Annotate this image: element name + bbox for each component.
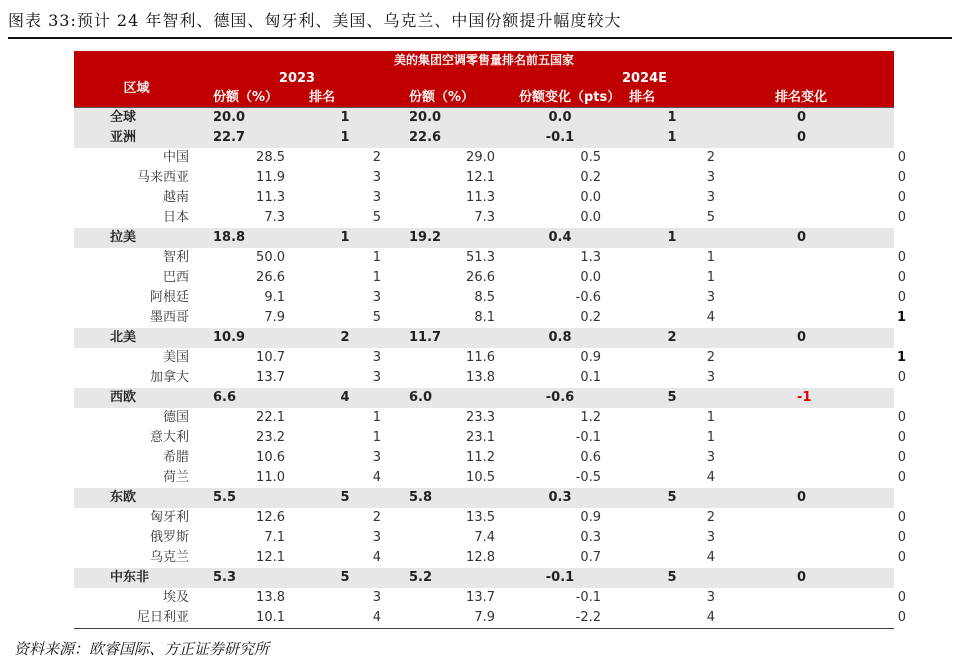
- share-2023-cell: 23.2: [199, 428, 295, 448]
- country-row: [74, 308, 894, 328]
- country-row: [74, 348, 894, 368]
- region-name-cell: 俄罗斯: [74, 528, 199, 548]
- region-name-cell: 日本: [74, 208, 199, 228]
- region-header: 区域: [74, 69, 199, 108]
- share-change-cell: -0.1: [505, 568, 615, 588]
- share-2023-cell: 10.6: [199, 448, 295, 468]
- country-row: [74, 208, 894, 228]
- share-change-cell: 0.1: [505, 368, 615, 388]
- rank-change-header: 排名变化: [729, 88, 894, 108]
- market-share-table: [74, 51, 907, 629]
- share-change-cell: 0.6: [505, 448, 615, 468]
- country-row: [74, 528, 894, 548]
- share-2023-cell: 10.1: [199, 608, 295, 629]
- rank-2023-cell: 5: [295, 308, 395, 328]
- share-2024-cell: 11.3: [395, 188, 505, 208]
- share-2024-cell: 23.1: [395, 428, 505, 448]
- rank-2024-cell: 4: [615, 548, 729, 568]
- region-name-cell: 马来西亚: [74, 168, 199, 188]
- rank-2023-cell: 4: [295, 548, 395, 568]
- rank-2023-cell: 1: [295, 228, 395, 248]
- rank-change-cell: [729, 108, 894, 129]
- share-change-cell: -0.6: [505, 288, 615, 308]
- share-change-cell: 0.0: [505, 108, 615, 129]
- rank-2023-cell: 2: [295, 148, 395, 168]
- rank-change-value: 0: [797, 570, 807, 585]
- rank-change-cell: [729, 408, 907, 428]
- region-name-cell: 智利: [74, 248, 199, 268]
- share-2024-cell: 29.0: [395, 148, 505, 168]
- rank-2024-cell: 5: [615, 208, 729, 228]
- share-2024-cell: 7.4: [395, 528, 505, 548]
- rank-change-value: 0: [897, 190, 907, 205]
- share-2023-cell: 7.9: [199, 308, 295, 328]
- rank-change-cell: [729, 388, 894, 408]
- share-2023-cell: 12.6: [199, 508, 295, 528]
- region-name-cell: 荷兰: [74, 468, 199, 488]
- rank-change-value: 0: [797, 110, 807, 125]
- rank-2023-cell: 3: [295, 168, 395, 188]
- region-name-cell: 阿根廷: [74, 288, 199, 308]
- region-summary-row: [74, 328, 894, 348]
- rank-change-value: 0: [797, 330, 807, 345]
- share-2023-cell: 22.7: [199, 128, 295, 148]
- rank-change-value: -1: [797, 390, 812, 405]
- rank-2024-cell: 2: [615, 148, 729, 168]
- country-row: [74, 608, 894, 629]
- rank-2023-cell: 1: [295, 248, 395, 268]
- region-name-cell: 西欧: [74, 388, 199, 408]
- rank-change-cell: [729, 508, 907, 528]
- rank-2024-cell: 1: [615, 428, 729, 448]
- region-name-cell: 乌克兰: [74, 548, 199, 568]
- rank-2024-cell: 5: [615, 488, 729, 508]
- rank-change-value: 0: [897, 410, 907, 425]
- rank-change-cell: [729, 328, 894, 348]
- region-summary-row: [74, 228, 894, 248]
- rank-change-cell: [729, 548, 907, 568]
- share-2024-cell: 12.8: [395, 548, 505, 568]
- region-name-cell: 美国: [74, 348, 199, 368]
- share-2023-cell: 11.9: [199, 168, 295, 188]
- rank-2024-cell: 4: [615, 468, 729, 488]
- rank-2024-cell: 1: [615, 128, 729, 148]
- rank-change-cell: [729, 468, 907, 488]
- region-summary-row: [74, 108, 894, 129]
- rank-2024-header: 排名: [615, 88, 729, 108]
- share-2023-cell: 12.1: [199, 548, 295, 568]
- region-name-cell: 德国: [74, 408, 199, 428]
- country-row: [74, 548, 894, 568]
- share-change-cell: -0.1: [505, 128, 615, 148]
- rank-change-value: 0: [797, 230, 807, 245]
- share-2024-cell: 20.0: [395, 108, 505, 129]
- share-2024-cell: 11.7: [395, 328, 505, 348]
- rank-change-value: 0: [897, 150, 907, 165]
- country-row: [74, 468, 894, 488]
- share-2024-cell: 23.3: [395, 408, 505, 428]
- region-summary-row: [74, 388, 894, 408]
- table-body: [74, 108, 907, 629]
- rank-2023-cell: 4: [295, 608, 395, 629]
- rank-change-cell: [729, 268, 907, 288]
- rank-2023-cell: 3: [295, 528, 395, 548]
- rank-2024-cell: 5: [615, 388, 729, 408]
- country-row: [74, 148, 894, 168]
- rank-change-value: 0: [897, 450, 907, 465]
- region-name-cell: 加拿大: [74, 368, 199, 388]
- share-change-cell: 0.2: [505, 168, 615, 188]
- share-2024-cell: 10.5: [395, 468, 505, 488]
- rank-change-value: 0: [897, 250, 907, 265]
- figure-title: 图表 33:预计 24 年智利、德国、匈牙利、美国、乌克兰、中国份额提升幅度较大: [8, 8, 952, 39]
- country-row: [74, 248, 894, 268]
- country-row: [74, 448, 894, 468]
- share-2024-cell: 6.0: [395, 388, 505, 408]
- rank-change-value: 0: [897, 530, 907, 545]
- rank-2024-cell: 1: [615, 228, 729, 248]
- region-name-cell: 中东非: [74, 568, 199, 588]
- share-2023-header: 份额（%）: [199, 88, 295, 108]
- share-2023-cell: 22.1: [199, 408, 295, 428]
- share-2024-cell: 11.6: [395, 348, 505, 368]
- share-change-cell: -0.6: [505, 388, 615, 408]
- rank-change-cell: [729, 148, 907, 168]
- country-row: [74, 408, 894, 428]
- share-2024-cell: 13.7: [395, 588, 505, 608]
- rank-2024-cell: 2: [615, 348, 729, 368]
- share-2024-cell: 13.5: [395, 508, 505, 528]
- rank-2024-cell: 5: [615, 568, 729, 588]
- rank-change-cell: [729, 308, 907, 328]
- share-2024-cell: 22.6: [395, 128, 505, 148]
- share-2023-cell: 13.8: [199, 588, 295, 608]
- rank-2024-cell: 1: [615, 248, 729, 268]
- share-change-cell: 0.0: [505, 188, 615, 208]
- region-name-cell: 尼日利亚: [74, 608, 199, 629]
- region-name-cell: 拉美: [74, 228, 199, 248]
- rank-2023-cell: 2: [295, 508, 395, 528]
- rank-change-cell: [729, 368, 907, 388]
- rank-2023-cell: 1: [295, 128, 395, 148]
- rank-change-value: 0: [897, 290, 907, 305]
- share-2023-cell: 13.7: [199, 368, 295, 388]
- region-name-cell: 越南: [74, 188, 199, 208]
- share-2023-cell: 6.6: [199, 388, 295, 408]
- rank-change-cell: [729, 488, 894, 508]
- country-row: [74, 288, 894, 308]
- region-name-cell: 全球: [74, 108, 199, 129]
- table-title: 美的集团空调零售量排名前五国家: [74, 51, 894, 69]
- rank-2023-cell: 3: [295, 188, 395, 208]
- region-name-cell: 北美: [74, 328, 199, 348]
- rank-2024-cell: 1: [615, 268, 729, 288]
- rank-change-cell: [729, 528, 907, 548]
- share-change-cell: 0.9: [505, 508, 615, 528]
- share-2023-cell: 11.3: [199, 188, 295, 208]
- share-2023-cell: 7.3: [199, 208, 295, 228]
- rank-change-value: 0: [897, 170, 907, 185]
- rank-change-value: 0: [897, 430, 907, 445]
- country-row: [74, 368, 894, 388]
- region-name-cell: 匈牙利: [74, 508, 199, 528]
- rank-2024-cell: 4: [615, 608, 729, 629]
- rank-2023-cell: 4: [295, 388, 395, 408]
- share-2023-cell: 10.9: [199, 328, 295, 348]
- country-row: [74, 168, 894, 188]
- share-change-cell: 0.0: [505, 208, 615, 228]
- share-2023-cell: 26.6: [199, 268, 295, 288]
- rank-2023-cell: 3: [295, 588, 395, 608]
- rank-2023-header: 排名: [295, 88, 395, 108]
- rank-2023-cell: 1: [295, 108, 395, 129]
- share-change-cell: 0.9: [505, 348, 615, 368]
- rank-2024-cell: 3: [615, 168, 729, 188]
- rank-2023-cell: 5: [295, 568, 395, 588]
- country-row: [74, 428, 894, 448]
- region-name-cell: 墨西哥: [74, 308, 199, 328]
- share-2023-cell: 5.3: [199, 568, 295, 588]
- rank-change-value: 0: [897, 370, 907, 385]
- share-2023-cell: 18.8: [199, 228, 295, 248]
- share-change-cell: 0.4: [505, 228, 615, 248]
- share-change-header: 份额变化（pts）: [505, 88, 615, 108]
- rank-2024-cell: 3: [615, 448, 729, 468]
- region-summary-row: [74, 488, 894, 508]
- region-summary-row: [74, 128, 894, 148]
- share-2024-cell: 19.2: [395, 228, 505, 248]
- rank-change-value: 0: [897, 470, 907, 485]
- share-2023-cell: 28.5: [199, 148, 295, 168]
- region-name-cell: 意大利: [74, 428, 199, 448]
- rank-change-cell: [729, 348, 907, 368]
- share-change-cell: 0.8: [505, 328, 615, 348]
- share-2023-cell: 5.5: [199, 488, 295, 508]
- year-2023-header: 2023: [199, 69, 395, 88]
- rank-change-value: 0: [897, 610, 907, 625]
- country-row: [74, 588, 894, 608]
- rank-2024-cell: 2: [615, 508, 729, 528]
- share-2024-cell: 8.1: [395, 308, 505, 328]
- rank-2024-cell: 4: [615, 308, 729, 328]
- region-name-cell: 东欧: [74, 488, 199, 508]
- country-row: [74, 188, 894, 208]
- share-2024-cell: 5.2: [395, 568, 505, 588]
- rank-2024-cell: 2: [615, 328, 729, 348]
- share-change-cell: 0.2: [505, 308, 615, 328]
- rank-change-value: 0: [797, 130, 807, 145]
- share-2024-cell: 51.3: [395, 248, 505, 268]
- share-2023-cell: 11.0: [199, 468, 295, 488]
- rank-change-cell: [729, 248, 907, 268]
- share-2023-cell: 50.0: [199, 248, 295, 268]
- share-2023-cell: 7.1: [199, 528, 295, 548]
- rank-change-cell: [729, 128, 894, 148]
- rank-2023-cell: 3: [295, 348, 395, 368]
- rank-2024-cell: 3: [615, 188, 729, 208]
- rank-2024-cell: 1: [615, 408, 729, 428]
- region-name-cell: 亚洲: [74, 128, 199, 148]
- region-name-cell: 巴西: [74, 268, 199, 288]
- rank-2023-cell: 2: [295, 328, 395, 348]
- rank-change-value: 0: [897, 510, 907, 525]
- share-change-cell: 0.5: [505, 148, 615, 168]
- share-change-cell: 1.3: [505, 248, 615, 268]
- share-change-cell: -0.1: [505, 588, 615, 608]
- region-name-cell: 中国: [74, 148, 199, 168]
- share-2024-cell: 7.3: [395, 208, 505, 228]
- region-summary-row: [74, 568, 894, 588]
- rank-change-cell: [729, 588, 907, 608]
- rank-2024-cell: 3: [615, 288, 729, 308]
- share-change-cell: 0.3: [505, 488, 615, 508]
- rank-change-value: 1: [896, 310, 907, 325]
- share-change-cell: 1.2: [505, 408, 615, 428]
- rank-change-cell: [729, 568, 894, 588]
- share-2024-cell: 8.5: [395, 288, 505, 308]
- region-name-cell: 希腊: [74, 448, 199, 468]
- rank-change-value: 0: [797, 490, 807, 505]
- rank-2024-cell: 3: [615, 588, 729, 608]
- country-row: [74, 508, 894, 528]
- share-change-cell: 0.0: [505, 268, 615, 288]
- share-change-cell: -0.5: [505, 468, 615, 488]
- rank-2024-cell: 3: [615, 368, 729, 388]
- share-2024-cell: 7.9: [395, 608, 505, 629]
- share-2023-cell: 20.0: [199, 108, 295, 129]
- rank-change-cell: [729, 608, 907, 629]
- rank-change-value: 0: [897, 210, 907, 225]
- region-name-cell: 埃及: [74, 588, 199, 608]
- share-change-cell: 0.3: [505, 528, 615, 548]
- share-change-cell: -0.1: [505, 428, 615, 448]
- rank-2024-cell: 1: [615, 108, 729, 129]
- rank-2023-cell: 3: [295, 288, 395, 308]
- country-row: [74, 268, 894, 288]
- rank-2023-cell: 1: [295, 428, 395, 448]
- year-2024-header: 2024E: [395, 69, 894, 88]
- share-change-cell: 0.7: [505, 548, 615, 568]
- share-2024-cell: 11.2: [395, 448, 505, 468]
- market-share-table-container: [74, 51, 907, 629]
- source-note: 资料来源：欧睿国际、方正证券研究所: [14, 640, 270, 658]
- rank-2023-cell: 5: [295, 208, 395, 228]
- rank-change-value: 0: [897, 270, 907, 285]
- rank-change-value: 1: [896, 350, 907, 365]
- rank-change-cell: [729, 428, 907, 448]
- share-2024-cell: 13.8: [395, 368, 505, 388]
- share-change-cell: -2.2: [505, 608, 615, 629]
- rank-change-cell: [729, 208, 907, 228]
- rank-2023-cell: 4: [295, 468, 395, 488]
- rank-change-cell: [729, 228, 894, 248]
- rank-2023-cell: 5: [295, 488, 395, 508]
- rank-change-value: 0: [897, 550, 907, 565]
- share-2023-cell: 10.7: [199, 348, 295, 368]
- rank-change-value: 0: [897, 590, 907, 605]
- share-2024-cell: 5.8: [395, 488, 505, 508]
- rank-2024-cell: 3: [615, 528, 729, 548]
- rank-2023-cell: 1: [295, 408, 395, 428]
- rank-2023-cell: 3: [295, 368, 395, 388]
- rank-change-cell: [729, 448, 907, 468]
- share-2024-cell: 26.6: [395, 268, 505, 288]
- share-2024-header: 份额（%）: [395, 88, 505, 108]
- rank-2023-cell: 1: [295, 268, 395, 288]
- rank-change-cell: [729, 188, 907, 208]
- rank-change-cell: [729, 168, 907, 188]
- rank-change-cell: [729, 288, 907, 308]
- share-2024-cell: 12.1: [395, 168, 505, 188]
- rank-2023-cell: 3: [295, 448, 395, 468]
- share-2023-cell: 9.1: [199, 288, 295, 308]
